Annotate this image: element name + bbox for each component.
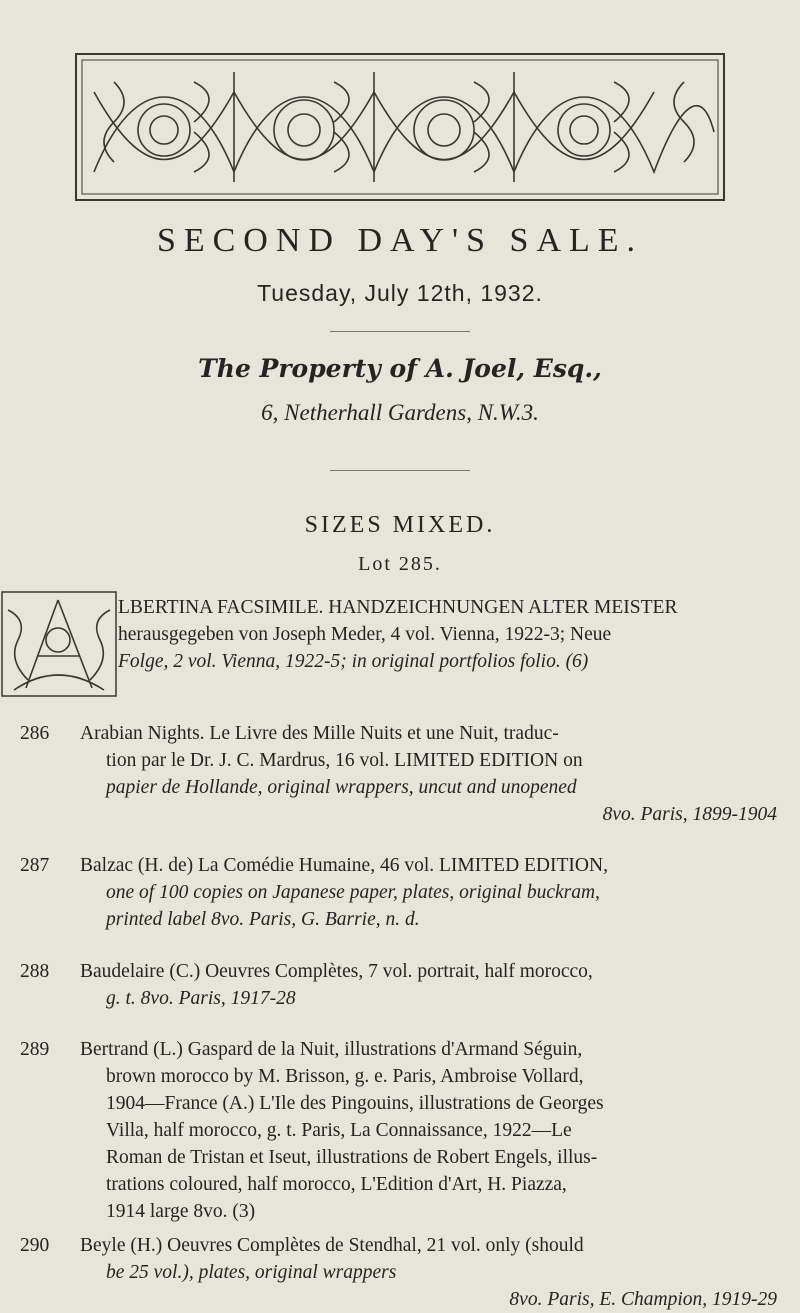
lot-number: 290 xyxy=(20,1235,50,1256)
lot-number: 287 xyxy=(20,855,50,876)
lot-number: 288 xyxy=(20,961,50,982)
lot-text-line: Arabian Nights. Le Livre des Mille Nuits et une Nuit, traduc- xyxy=(80,723,559,744)
lot-text-line: Beyle (H.) Oeuvres Complètes de Stendhal, 21 vol. only (should xyxy=(80,1235,584,1256)
lot-text-line: one of 100 copies on Japanese paper, plates, original buckram, xyxy=(106,882,600,903)
divider xyxy=(330,331,470,332)
lot-text-line: 8vo. Paris, 1899-1904 xyxy=(602,804,777,825)
lot-text-line: trations coloured, half morocco, L'Edition d'Art, H. Piazza, xyxy=(106,1174,567,1195)
sale-title: SECOND DAY'S SALE. xyxy=(156,222,644,259)
ornamental-header-band xyxy=(74,52,726,202)
lot-text-line: Baudelaire (C.) Oeuvres Complètes, 7 vol. portrait, half morocco, xyxy=(80,961,593,982)
dropcap-a-ornament xyxy=(0,590,118,698)
section-heading: SIZES MIXED. xyxy=(304,512,496,538)
lot-text-line: Villa, half morocco, g. t. Paris, La Connaissance, 1922—Le xyxy=(106,1120,572,1141)
lot-number: 289 xyxy=(20,1039,50,1060)
owner-line: The Property of A. Joel, Esq., xyxy=(198,354,602,383)
lot-text-line: 1914 large 8vo. (3) xyxy=(106,1201,256,1222)
divider xyxy=(330,470,470,471)
lot-text-line: LBERTINA FACSIMILE. HANDZEICHNUNGEN ALTER MEISTER xyxy=(118,597,678,618)
lot-text-line: printed label 8vo. Paris, G. Barrie, n. d. xyxy=(106,909,420,930)
lot-text-line: brown morocco by M. Brisson, g. e. Paris, Ambroise Vollard, xyxy=(106,1066,584,1087)
lot-text-line: herausgegeben von Joseph Meder, 4 vol. Vienna, 1922-3; Neue xyxy=(118,624,612,645)
lot-text-line: Bertrand (L.) Gaspard de la Nuit, illustrations d'Armand Séguin, xyxy=(80,1039,583,1060)
lot-text-line: 8vo. Paris, E. Champion, 1919-29 xyxy=(509,1289,777,1310)
owner-address: 6, Netherhall Gardens, N.W.3. xyxy=(261,400,539,425)
lot-text-line: Roman de Tristan et Iseut, illustrations de Robert Engels, illus- xyxy=(106,1147,598,1168)
lot-text-line: be 25 vol.), plates, original wrappers xyxy=(106,1262,397,1283)
lot-text-line: Folge, 2 vol. Vienna, 1922-5; in original portfolios folio. (6) xyxy=(118,651,589,672)
lot-text-line: 1904—France (A.) L'Ile des Pingouins, illustrations de Georges xyxy=(106,1093,604,1114)
lot-text-line: g. t. 8vo. Paris, 1917-28 xyxy=(106,988,296,1009)
lot-heading: Lot 285. xyxy=(358,553,442,575)
lot-text-line: papier de Hollande, original wrappers, uncut and unopened xyxy=(106,777,577,798)
lot-text-line: Balzac (H. de) La Comédie Humaine, 46 vol. LIMITED EDITION, xyxy=(80,855,608,876)
sale-date: Tuesday, July 12th, 1932. xyxy=(257,280,543,306)
lot-text-line: tion par le Dr. J. C. Mardrus, 16 vol. LIMITED EDITION on xyxy=(106,750,583,771)
lot-number: 286 xyxy=(20,723,50,744)
